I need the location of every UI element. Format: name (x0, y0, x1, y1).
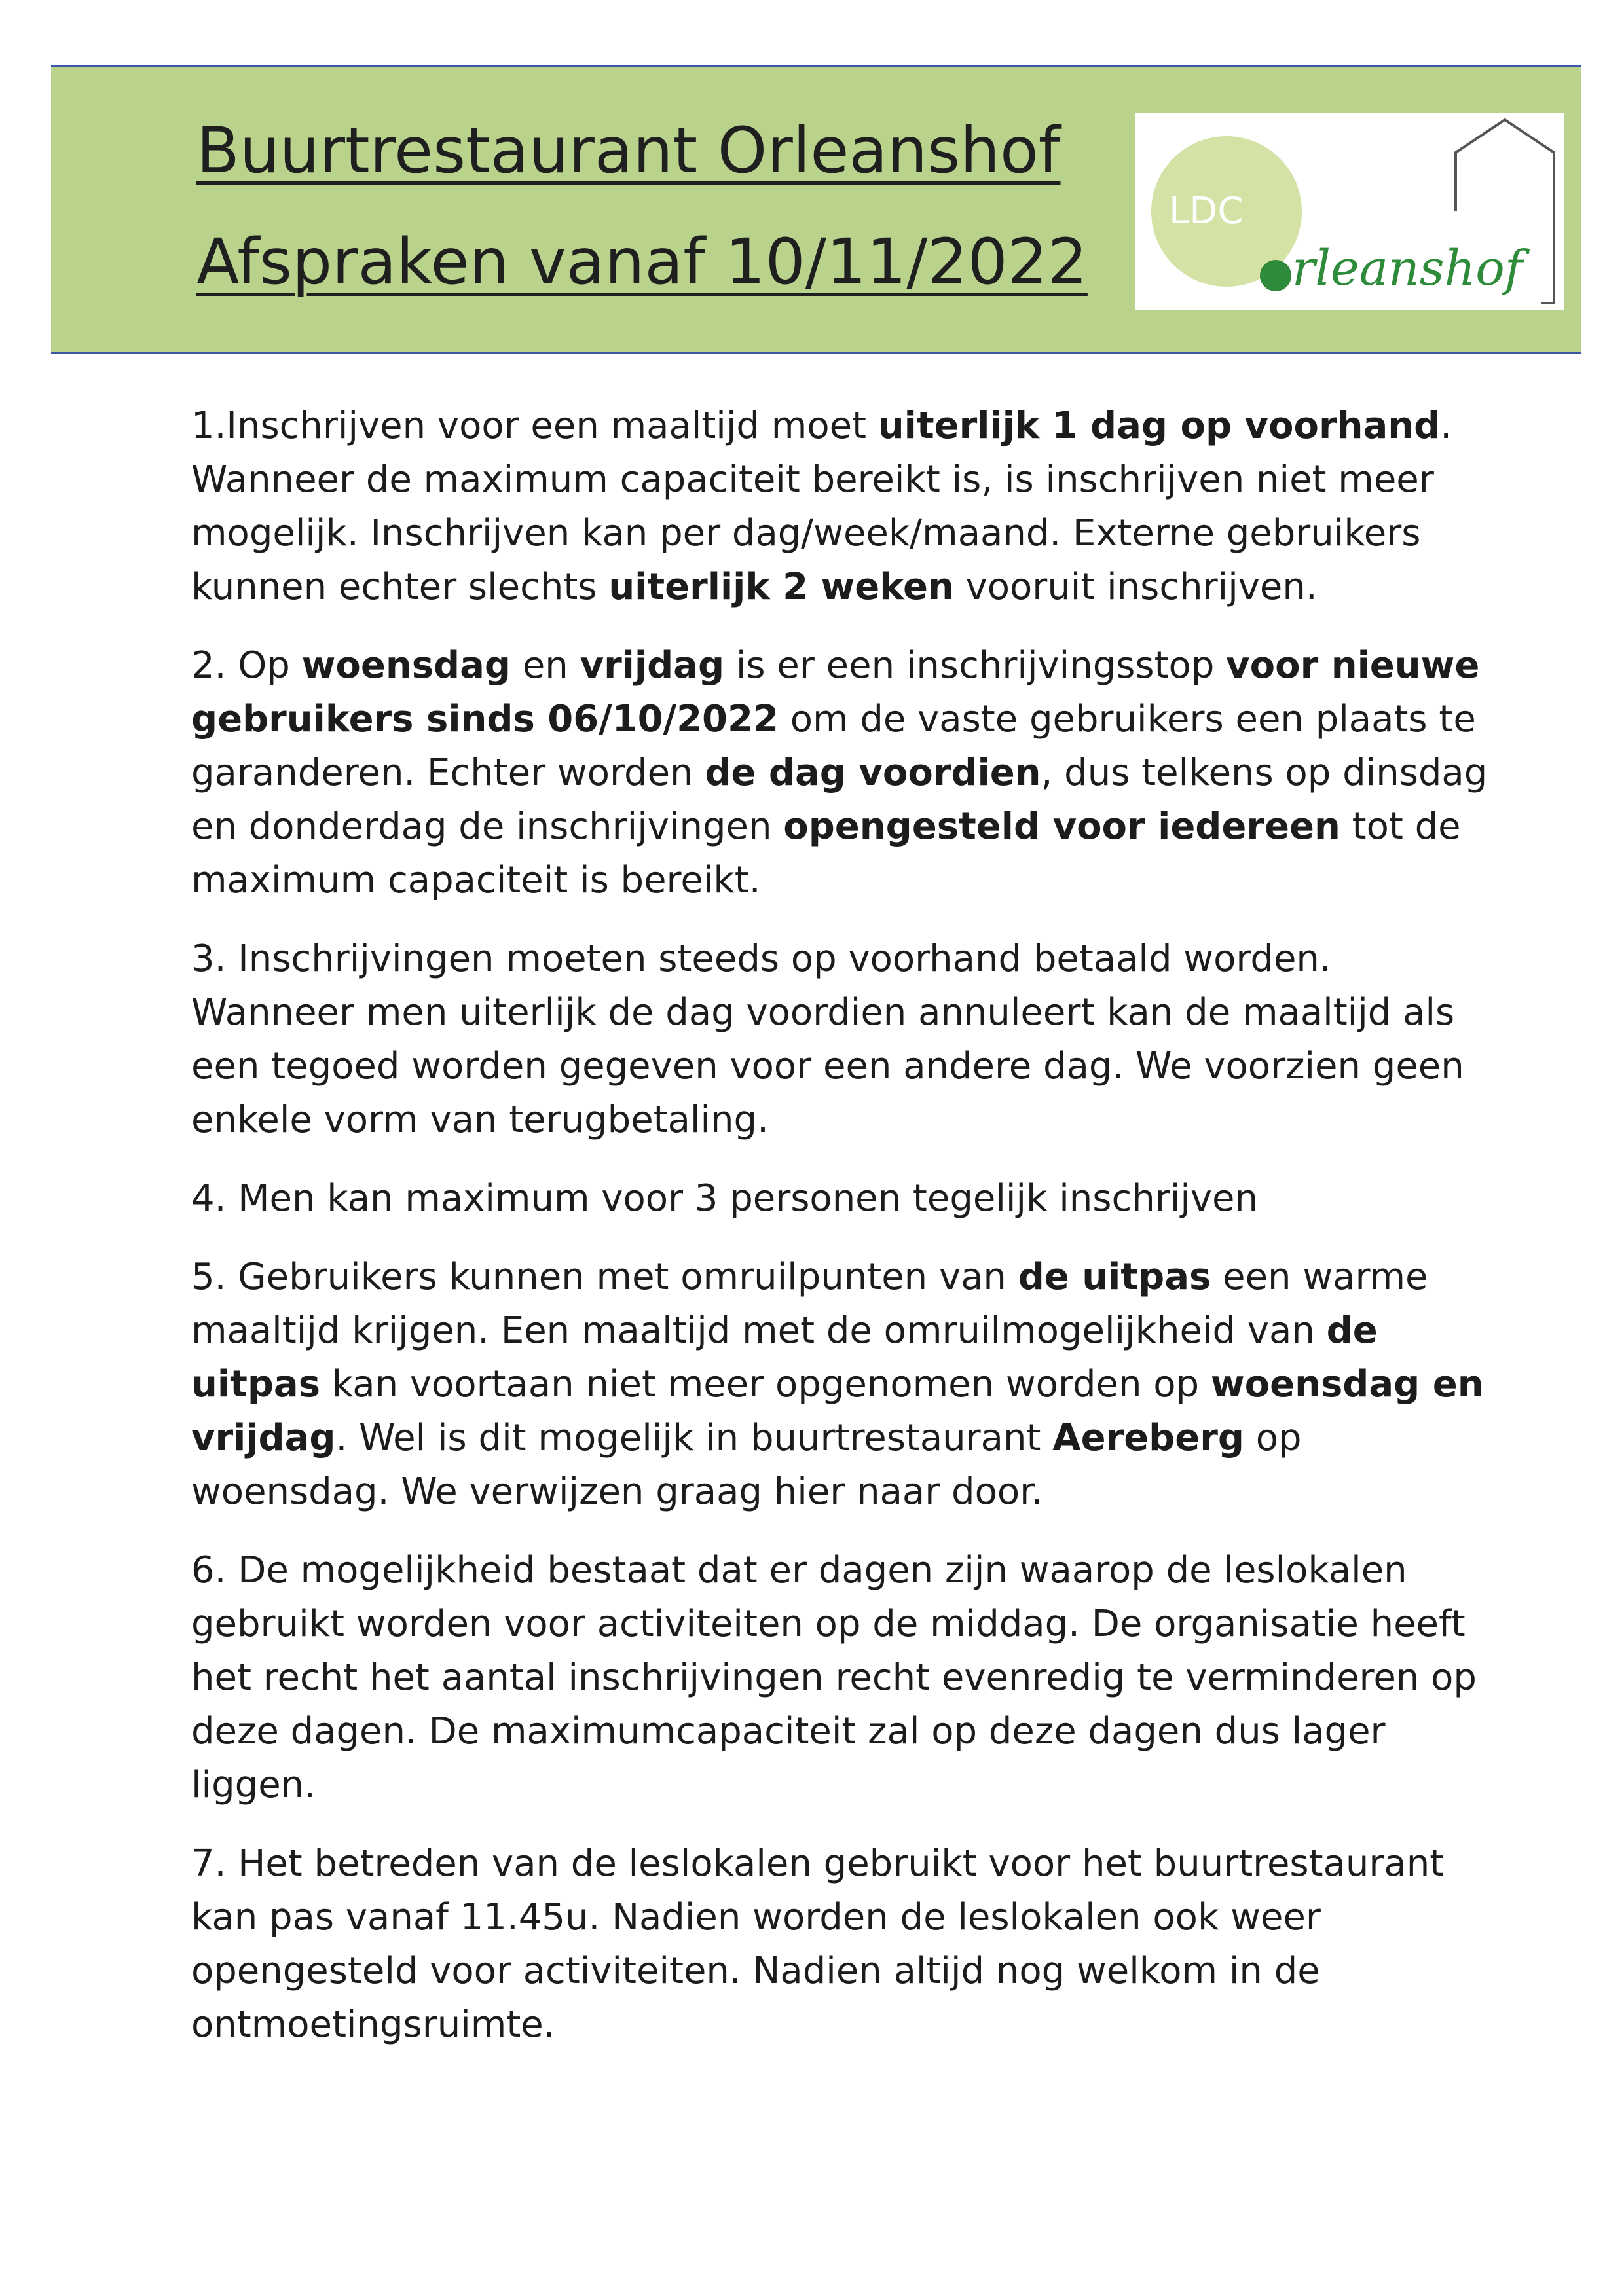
rule-text: en (511, 644, 580, 687)
logo-graphic (1135, 113, 1564, 310)
rule-5 (191, 1250, 1501, 1519)
rule-emphasis: woensdag (301, 644, 511, 687)
header-band (51, 65, 1581, 354)
rule-2 (191, 639, 1501, 907)
rule-text: 4. Men kan maximum voor 3 personen tegelijk inschrijven (191, 1177, 1258, 1220)
rule-emphasis: de uitpas (1018, 1256, 1211, 1298)
rule-text: is er een inschrijvingsstop (724, 644, 1227, 687)
rule-3 (191, 932, 1501, 1147)
rule-text: tot de maximum capaciteit is bereikt. (191, 805, 1461, 902)
rule-text: 1.Inschrijven voor een maaltijd moet (191, 405, 878, 447)
rule-text: 6. De mogelijkheid bestaat dat er dagen zijn waarop de leslokalen gebruikt worden voor activiteiten op de middag. De organisatie heeft het recht het aantal inschrijvingen recht evenredig te verminderen op deze dagen. De maximumcapaciteit zal op deze dagen dus lager liggen. (191, 1549, 1477, 1806)
rule-4 (191, 1172, 1501, 1226)
rule-text: . Wanneer de maximum capaciteit bereikt is, is inschrijven niet meer mogelijk. Inschrijven kan per dag/week/maand. Externe gebruikers kunnen echter slechts (191, 405, 1452, 608)
rule-text: een warme maaltijd krijgen. Een maaltijd met de omruilmogelijkheid van (191, 1256, 1428, 1352)
rule-text: 2. Op (191, 644, 302, 687)
rule-text: op woensdag. We verwijzen graag hier naar door. (191, 1417, 1302, 1513)
ldc-orleanshof-logo (1135, 113, 1564, 310)
rule-emphasis: Aereberg (1052, 1417, 1244, 1459)
rule-text: om de vaste gebruikers een plaats te garanderen. Echter worden (191, 698, 1476, 794)
rule-1 (191, 399, 1501, 614)
rule-6 (191, 1544, 1501, 1812)
logo-badge-text: LDC (1169, 190, 1244, 232)
rule-text: . Wel is dit mogelijk in buurtrestaurant (335, 1417, 1053, 1459)
rule-emphasis: voor nieuwe gebruikers sinds 06/10/2022 (191, 644, 1480, 740)
rule-text: , dus telkens op dinsdag en donderdag de inschrijvingen (191, 752, 1488, 848)
rule-emphasis: uiterlijk 1 dag op voorhand (877, 405, 1441, 447)
rules-list (191, 399, 1501, 2077)
rule-text: kan voortaan niet meer opgenomen worden op (320, 1363, 1211, 1406)
rule-emphasis: de uitpas (191, 1309, 1378, 1406)
rule-7 (191, 1837, 1501, 2052)
rule-text: 3. Inschrijvingen moeten steeds op voorhand betaald worden. Wanneer men uiterlijk de dag voordien annuleert kan de maaltijd als een tegoed worden gegeven voor een andere dag. We voorzien geen enkele vorm van terugbetaling. (191, 938, 1464, 1141)
rule-emphasis: vrijdag (580, 644, 725, 687)
logo-dot (1260, 260, 1291, 291)
logo-wordmark: rleanshof (1292, 240, 1523, 297)
rule-emphasis: woensdag en vrijdag (191, 1363, 1484, 1459)
rule-text: vooruit inschrijven. (953, 566, 1318, 608)
rule-emphasis: opengesteld voor iedereen (783, 805, 1340, 848)
rule-text: 5. Gebruikers kunnen met omruilpunten van (191, 1256, 1018, 1298)
page-title: Buurtrestaurant Orleanshof (196, 114, 1061, 187)
rule-emphasis: uiterlijk 2 weken (608, 566, 954, 608)
page-subtitle: Afspraken vanaf 10/11/2022 (196, 225, 1088, 299)
rule-text: 7. Het betreden van de leslokalen gebruikt voor het buurtrestaurant kan pas vanaf 11.45u. Nadien worden de leslokalen ook weer opengesteld voor activiteiten. Nadien altijd nog welkom in de ontmoetingsruimte. (191, 1842, 1445, 2046)
rule-emphasis: de dag voordien (705, 752, 1041, 794)
